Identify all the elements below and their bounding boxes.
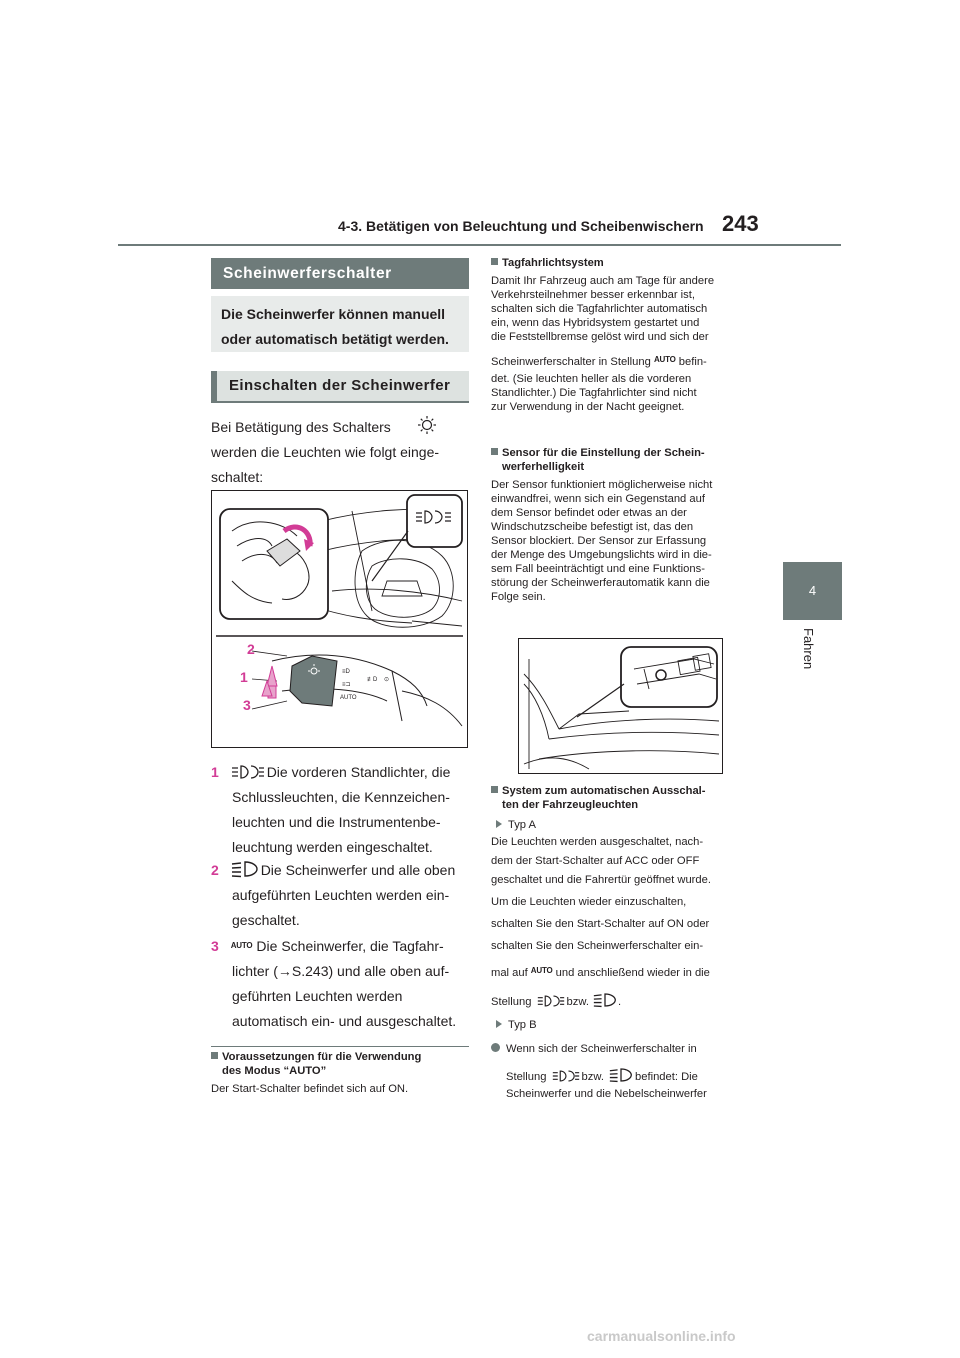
triangle-bullet-icon xyxy=(496,1020,502,1028)
intro-line: oder automatisch betätigt werden. xyxy=(221,331,449,347)
position-light-icon xyxy=(537,994,565,1008)
triangle-bullet-icon xyxy=(496,820,502,828)
headlight-icon xyxy=(593,992,617,1008)
square-bullet-icon xyxy=(491,786,498,793)
chapter-label: Fahren xyxy=(801,628,816,670)
note-title: Voraussetzungen für die Verwendung des Modus “AUTO” xyxy=(211,1050,473,1078)
header-rule xyxy=(118,244,841,246)
headlight-icon xyxy=(231,860,259,878)
square-bullet-icon xyxy=(491,258,498,265)
light-switch-icon xyxy=(405,415,443,435)
svg-text:≡⊐: ≡⊐ xyxy=(342,682,351,688)
type-b: Typ B Wenn sich der Scheinwerferschalter in Stellung bzw. befindet: Die Scheinwerfer und die Nebelscheinwerfer xyxy=(491,1018,753,1101)
svg-text:⊙: ⊙ xyxy=(384,677,390,683)
list-item: 3 $^{AUTO}$ Die Scheinwerfer, die Tagfahr- lichter (→S.243) und alle oben auf- geführten Leuchten werden automatisch ein- und ausgeschaltet. xyxy=(211,938,457,1029)
headlight-switch-figure xyxy=(211,490,468,748)
sensor-section: Sensor für die Einstellung der Schein- werferhelligkeit Der Sensor funktioniert möglicherweise nicht einwandfrei, wenn sich ein Gegenstand auf dem Sensor befindet oder etwas an der Windschutzscheibe befestigt ist, das den Sensor blockiert. Der Sensor zur Erfassung der Menge des Umgebungslichts wird in die- sem Fall beeinträchtigt und eine Funktions- störung der Scheinwerferautomatik kann die Folge sein. xyxy=(491,447,713,603)
svg-text:≢D: ≢D xyxy=(367,677,378,683)
square-bullet-icon xyxy=(491,448,498,455)
light-sensor-illustration xyxy=(519,639,722,773)
note-rule xyxy=(211,1046,469,1047)
circle-bullet-icon xyxy=(491,1043,500,1052)
figure-label-3: 3 xyxy=(243,697,251,713)
page-number: 243 xyxy=(722,211,759,236)
auto-off-section: System zum automatischen Ausschal- ten der Fahrzeugleuchten xyxy=(491,784,753,812)
intro-box xyxy=(211,296,469,352)
square-bullet-icon xyxy=(211,1052,218,1059)
watermark: carmanualsonline.info xyxy=(587,1328,736,1344)
position-light-icon xyxy=(552,1069,580,1083)
section-title: 4-3. Betätigen von Beleuchtung und Scheibenwischern xyxy=(338,218,704,234)
list-item: 2 Die Scheinwerfer und alle oben aufgeführten Leuchten werden ein- geschaltet. xyxy=(211,862,456,928)
headlight-icon xyxy=(609,1067,633,1083)
drl-section: Tagfahrlichtsystem Damit Ihr Fahrzeug auch am Tage für andere Verkehrsteilnehmer besser erkennbar ist, schalten sich die Tagfahrlichter automatisch ein, wenn das Hybridsystem gestartet und die Feststellbremse gelöst wird und sich der Scheinwerferschalter in Stellung $^{AUTO}$ befin- det. (Sie leuchten heller als die vorderen Standlichter.) Die Tagfahrlichter sind nicht zur Verwendung in der Nacht geeignet. xyxy=(491,257,715,413)
auto-label: AUTO xyxy=(340,695,357,701)
figure-label-2: 2 xyxy=(247,641,255,657)
auto-icon: AUTO xyxy=(230,941,253,950)
position-light-icon xyxy=(231,764,265,780)
section-heading: Scheinwerferschalter xyxy=(211,258,469,289)
auto-icon: AUTO xyxy=(530,966,553,975)
svg-text:≡D: ≡D xyxy=(342,669,350,675)
type-a: Typ A Die Leuchten werden ausgeschaltet, nach- dem der Start-Schalter auf ACC oder OFF geschaltet und die Fahrertür geöffnet wurde. Um die Leuchten wieder einzuschalten, schalten Sie den Start-Schalter auf ON oder schalten Sie den Scheinwerferschalter ein- mal auf $^{AUTO}$ und anschließend wieder in die Stellung bzw. . xyxy=(491,819,711,1008)
intro-line: Die Scheinwerfer können manuell xyxy=(221,306,446,322)
auto-icon: AUTO xyxy=(653,355,676,364)
chapter-tab[interactable]: 4 xyxy=(783,562,842,620)
subsection-heading: Einschalten der Scheinwerfer xyxy=(211,371,469,403)
figure-label-1: 1 xyxy=(240,669,248,685)
light-sensor-figure xyxy=(518,638,723,774)
note-text: Der Start-Schalter befindet sich auf ON. xyxy=(211,1083,409,1095)
list-item: 1 Die vorderen Standlichter, die Schlussleuchten, die Kennzeichen- leuchten und die Instrumentenbe- leuchtung werden eingeschaltet. xyxy=(211,764,451,855)
body-text: Bei Betätigung des Schalters werden die Leuchten wie folgt einge- schaltet: xyxy=(211,415,471,490)
